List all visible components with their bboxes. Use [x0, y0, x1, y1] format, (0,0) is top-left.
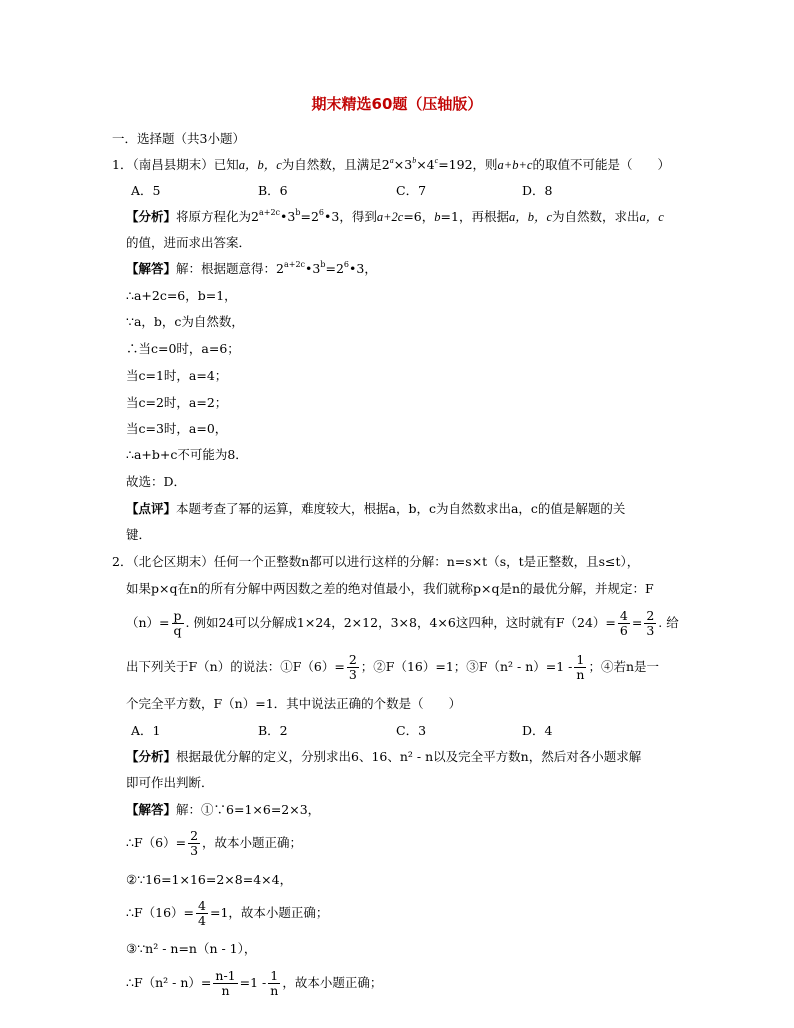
q2-stem-line3 [126, 608, 679, 638]
q1-analysis-sup1: a+2c [258, 208, 281, 217]
q2-step-2b: ，故本小题正确； [202, 835, 303, 850]
q2-option-c: C．3 [396, 723, 427, 738]
q2-step-5: ③∵n² - n=n（n - 1）， [126, 941, 257, 956]
q2-analysis-label: 【分析】 [126, 749, 177, 764]
frac-den: 3 [348, 667, 357, 682]
q2-stem-3a: （n）= [126, 615, 170, 630]
q1-step-3: ∴当c=0时，a=6； [126, 341, 240, 356]
q1-option-c: C．7 [396, 183, 427, 198]
q1-analysis-sup3: 6 [318, 208, 325, 217]
q1-step-8: 故选：D． [126, 474, 187, 489]
frac-den: 4 [198, 913, 206, 928]
frac-num: 4 [198, 898, 206, 913]
q1-eq: 2 [381, 157, 390, 172]
q1-stem-text: 1．（南昌县期末）已知 [112, 157, 239, 172]
fraction-p-over-q [172, 609, 184, 638]
q2-option-d: D．4 [522, 723, 553, 738]
frac-den: q [173, 623, 182, 638]
q1-sum: a+b+c [497, 158, 533, 172]
q1-option-d: D．8 [522, 183, 553, 198]
q2-analysis-line2: 即可作出判断． [126, 775, 214, 790]
frac-den: 3 [190, 843, 199, 858]
frac-num: p [173, 608, 182, 623]
frac-num: 1 [574, 653, 586, 668]
q1-eq-exp-b: b [412, 156, 417, 165]
q1-eq-exp-c: c [434, 156, 439, 165]
fraction-4-over-6 [618, 609, 630, 638]
q2-step-6 [126, 968, 382, 998]
frac-num: 1 [268, 969, 280, 984]
fraction-2-over-3 [644, 609, 656, 638]
frac-num: 4 [619, 608, 628, 623]
q1-eq2: ×3 [393, 157, 413, 172]
q2-option-b: B．2 [258, 723, 288, 738]
q2-step-6a: ∴F（n² - n）= [126, 975, 212, 990]
q1-analysis-9: a，b，c [508, 210, 553, 224]
q2-step-6b: =1 - [239, 975, 267, 990]
q2-stem-3d: . 给 [658, 615, 679, 630]
q1-analysis [126, 208, 664, 226]
q1-eq4: =192，则 [438, 157, 498, 172]
q1-eq3: ×4 [416, 157, 435, 172]
q1-answer [126, 260, 377, 278]
q1-answer-2: •3 [305, 261, 321, 276]
q1-analysis-8: =1，再根据 [440, 209, 509, 224]
q2-stem-line2: 如果p×q在n的所有分解中两因数之差的绝对值最小，我们就称p×q是n的最优分解，并规定：F [126, 581, 654, 596]
q1-answer-label: 【解答】 [126, 261, 177, 276]
q2-stem-line1: 2．（北仑区期末）任何一个正整数n都可以进行这样的分解：n=s×t（s，t是正整数，且s≤t）， [112, 554, 640, 569]
fraction-1-over-n [268, 969, 280, 998]
q1-stem-end: 的取值不可能是（ ） [532, 157, 670, 172]
q2-step-2a: ∴F（6）= [126, 835, 187, 850]
q1-stem-mid: 为自然数，且满足 [281, 157, 382, 172]
q1-eq-exp-a: a [389, 156, 394, 165]
q1-step-5: 当c=2时，a=2； [126, 395, 228, 410]
frac-num: 2 [646, 608, 655, 623]
q2-stem-3b: . 例如24可以分解成1×24，2×12，3×8，4×6这四种，这时就有F（24）= [185, 615, 616, 630]
page-title: 期末精选60题（压轴版） [311, 95, 483, 113]
q2-step-6c: ，故本小题正确； [282, 975, 383, 990]
q1-analysis-5: a+2c [376, 210, 404, 224]
fraction-2-over-3 [188, 829, 200, 858]
frac-num: 2 [348, 652, 357, 667]
frac-den: 6 [619, 623, 628, 638]
q1-step-1: ∴a+2c=6，b=1， [126, 288, 237, 303]
q2-analysis [126, 748, 641, 766]
section-heading: 一．选择题（共3小题） [112, 131, 245, 146]
frac-num: 2 [190, 828, 199, 843]
q1-analysis-sup2: b [295, 208, 301, 217]
q1-analysis-4: •3，得到 [324, 209, 377, 224]
q1-answer-4: •3， [349, 261, 377, 276]
fraction-n-minus-1-over-n [213, 969, 237, 998]
q2-stem-4a: 出下列关于F（n）的说法：①F（6）= [126, 659, 345, 674]
q1-comment-1: 本题考查了幂的运算，难度较大，根据a，b，c为自然数求出a，c的值是解题的关 [176, 501, 626, 516]
q2-step-2 [126, 828, 302, 858]
q1-analysis-1: 将原方程化为2 [176, 209, 259, 224]
q1-analysis-2: •3 [280, 209, 296, 224]
q1-analysis-6: =6， [403, 209, 435, 224]
q1-analysis-line2: 的值，进而求出答案． [126, 235, 252, 250]
frac-den: n [576, 667, 585, 682]
q1-analysis-7: b [434, 210, 441, 224]
q2-option-a: A．1 [131, 723, 161, 738]
q2-stem-3c: = [631, 615, 643, 630]
q1-analysis-11: a，c [639, 210, 664, 224]
q2-analysis-1: 根据最优分解的定义，分别求出6、16、n² - n以及完全平方数n，然后对各小题求解 [176, 749, 642, 764]
fraction-4-over-4 [196, 899, 208, 928]
q2-step-4 [126, 898, 328, 928]
q1-stem [112, 156, 670, 174]
fraction-1-over-n [574, 653, 586, 682]
q1-answer-sup3: 6 [343, 260, 350, 269]
q1-analysis-3: =2 [300, 209, 319, 224]
frac-num: n-1 [215, 968, 236, 983]
frac-den: n [270, 983, 279, 998]
q2-answer-1: 解：①∵6=1×6=2×3， [176, 802, 321, 817]
q2-step-4b: =1，故本小题正确； [209, 905, 329, 920]
q1-step-6: 当c=3时，a=0， [126, 421, 228, 436]
q2-step-4a: ∴F（16）= [126, 905, 195, 920]
q2-answer [126, 801, 320, 819]
q1-answer-1: 解：根据题意得：2 [176, 261, 284, 276]
q2-stem-line4 [126, 652, 659, 682]
q2-stem-line5: 个完全平方数，F（n）=1．其中说法正确的个数是（ ） [126, 696, 462, 711]
q1-comment-label: 【点评】 [126, 501, 177, 516]
q2-stem-4c: ；④若n是一 [588, 659, 659, 674]
q1-answer-3: =2 [325, 261, 344, 276]
q1-step-2: ∵a，b，c为自然数， [126, 314, 244, 329]
q1-comment [126, 500, 625, 518]
q2-step-3: ②∵16=1×16=2×8=4×4， [126, 872, 293, 887]
q1-step-7: ∴a+b+c不可能为8． [126, 447, 248, 462]
q1-option-a: A．5 [131, 183, 161, 198]
fraction-2-over-3 [347, 653, 359, 682]
q1-vars: a，b，c [238, 158, 282, 172]
q1-comment-line2: 键． [126, 527, 152, 542]
frac-den: n [221, 983, 230, 998]
q2-answer-label: 【解答】 [126, 802, 177, 817]
q1-analysis-10: 为自然数，求出 [552, 209, 640, 224]
q1-answer-sup1: a+2c [283, 260, 306, 269]
q1-option-b: B．6 [258, 183, 288, 198]
q2-stem-4b: ；②F（16）=1；③F（n² - n）=1 - [360, 659, 573, 674]
frac-den: 3 [646, 623, 655, 638]
q1-analysis-label: 【分析】 [126, 209, 177, 224]
q1-answer-sup2: b [320, 260, 326, 269]
q1-step-4: 当c=1时，a=4； [126, 368, 228, 383]
